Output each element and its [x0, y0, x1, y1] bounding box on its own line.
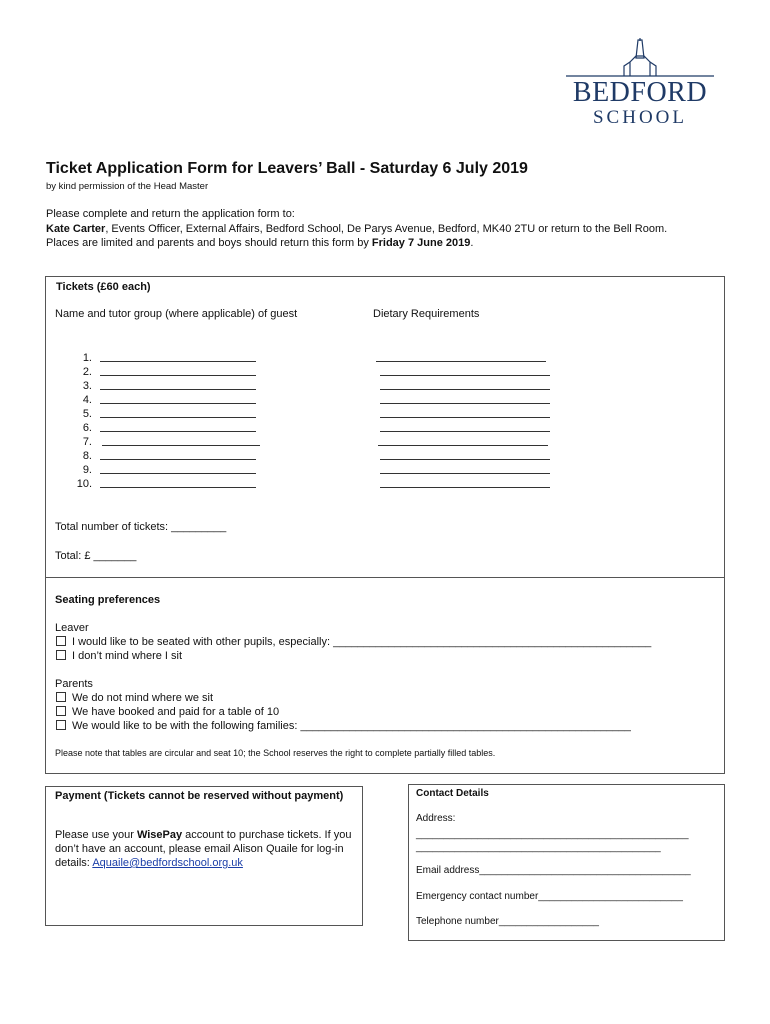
checkbox[interactable] [56, 692, 66, 702]
intro-contact-name: Kate Carter [46, 222, 106, 235]
dietary-line[interactable] [380, 449, 550, 460]
guest-name-line[interactable] [100, 365, 256, 376]
payment-heading: Payment (Tickets cannot be reserved without payment) [55, 790, 344, 802]
checkbox[interactable] [56, 706, 66, 716]
logo-wordmark-school: SCHOOL [592, 107, 687, 128]
seating-section [45, 577, 725, 774]
intro-contact-rest: , Events Officer, External Affairs, Bedford School, De Parys Avenue, Bedford, MK40 2TU or return to the Bell Room. [105, 222, 668, 235]
guest-name-line[interactable] [100, 393, 256, 404]
dietary-line[interactable] [376, 351, 546, 362]
page-title: Ticket Application Form for Leavers’ Ball - Saturday 6 July 2019 [46, 160, 528, 177]
dietary-line[interactable] [380, 379, 550, 390]
page-subtitle: by kind permission of the Head Master [46, 181, 209, 192]
ticket-row [66, 379, 550, 393]
guest-name-column-label: Name and tutor group (where applicable) of guest [55, 308, 298, 320]
intro-deadline-date: Friday 7 June 2019 [371, 237, 471, 249]
parents-option-with-families[interactable] [56, 719, 631, 733]
seating-heading: Seating preferences [55, 594, 161, 606]
ticket-row [66, 449, 550, 463]
bedford-school-logo [560, 38, 720, 130]
row-number: 9. [82, 464, 92, 476]
email-address-field[interactable]: Email address______________________________________ [416, 865, 691, 876]
dietary-line[interactable] [380, 477, 550, 488]
guest-name-line[interactable] [100, 421, 256, 432]
intro-text [46, 207, 706, 251]
guest-name-line[interactable] [100, 449, 256, 460]
option-label: We would like to be with the following families: ______________________________________________________ [72, 720, 631, 732]
payment-instructions [55, 828, 355, 870]
dietary-line[interactable] [380, 463, 550, 474]
logo-wordmark-bedford: BEDFORD [572, 77, 708, 108]
total-amount-field[interactable]: Total: £ _______ [55, 550, 137, 562]
intro-deadline-text: Places are limited and parents and boys should return this form by [46, 237, 372, 249]
leaver-option-dont-mind[interactable] [56, 649, 182, 663]
dietary-line[interactable] [378, 435, 548, 446]
contact-section [408, 784, 725, 941]
dietary-line[interactable] [380, 407, 550, 418]
wisepay-name: WisePay [136, 829, 183, 841]
address-line-1[interactable]: _________________________________________________ [416, 829, 689, 840]
ticket-row [66, 477, 550, 491]
guest-name-line[interactable] [100, 477, 256, 488]
guest-name-line[interactable] [102, 435, 260, 446]
payment-email-link[interactable]: Aquaile@bedfordschool.org.uk [92, 857, 243, 869]
row-number: 2. [82, 366, 92, 378]
ticket-row [66, 421, 550, 435]
dietary-line[interactable] [380, 393, 550, 404]
ticket-row [66, 463, 550, 477]
payment-text-before: Please use your [55, 829, 137, 841]
row-number: 10. [76, 478, 92, 490]
checkbox[interactable] [56, 636, 66, 646]
payment-text-after: account to purchase tickets. If you don’t have an account, please email Alison Quaile for log-in details: [55, 829, 352, 869]
option-label: I would like to be seated with other pupils, especially: ____________________________________________________ [72, 636, 652, 648]
parents-option-dont-mind[interactable] [56, 691, 213, 705]
row-number: 4. [82, 394, 92, 406]
dietary-column-label: Dietary Requirements [373, 308, 480, 320]
tickets-heading: Tickets (£60 each) [56, 281, 151, 293]
row-number: 6. [82, 422, 92, 434]
total-tickets-field[interactable]: Total number of tickets: _________ [55, 521, 227, 533]
dietary-line[interactable] [380, 365, 550, 376]
tickets-section [45, 276, 725, 578]
row-number: 7. [82, 436, 92, 448]
leaver-label: Leaver [55, 622, 89, 634]
parents-option-booked-table[interactable] [56, 705, 279, 719]
ticket-row [66, 365, 550, 379]
row-number: 8. [82, 450, 92, 462]
row-number: 5. [82, 408, 92, 420]
dietary-line[interactable] [380, 421, 550, 432]
intro-line1: Please complete and return the application form to: [46, 208, 295, 220]
checkbox[interactable] [56, 650, 66, 660]
guest-name-line[interactable] [100, 463, 256, 474]
ticket-rows [66, 351, 706, 501]
guest-name-line[interactable] [100, 379, 256, 390]
ticket-row [66, 407, 550, 421]
option-label: We have booked and paid for a table of 10 [72, 706, 280, 718]
ticket-row [66, 393, 550, 407]
contact-heading: Contact Details [416, 788, 489, 799]
ticket-row [66, 435, 548, 449]
intro-contact [46, 222, 706, 237]
seating-note: Please note that tables are circular and seat 10; the School reserves the right to complete partially filled tables. [55, 748, 496, 758]
intro-deadline [46, 236, 706, 251]
address-label: Address: [416, 813, 456, 824]
option-label: We do not mind where we sit [72, 692, 214, 704]
ticket-row [66, 351, 546, 365]
row-number: 1. [82, 352, 92, 364]
row-number: 3. [82, 380, 92, 392]
checkbox[interactable] [56, 720, 66, 730]
emergency-contact-field[interactable]: Emergency contact number__________________________ [416, 891, 683, 902]
guest-name-line[interactable] [100, 351, 256, 362]
telephone-field[interactable]: Telephone number__________________ [416, 916, 599, 927]
payment-section [45, 786, 363, 926]
intro-deadline-end: . [470, 237, 474, 249]
parents-label: Parents [55, 678, 93, 690]
leaver-option-seated-with-pupils[interactable] [56, 635, 651, 649]
guest-name-line[interactable] [100, 407, 256, 418]
option-label: I don’t mind where I sit [72, 650, 183, 662]
address-line-2[interactable]: ____________________________________________ [416, 842, 661, 853]
